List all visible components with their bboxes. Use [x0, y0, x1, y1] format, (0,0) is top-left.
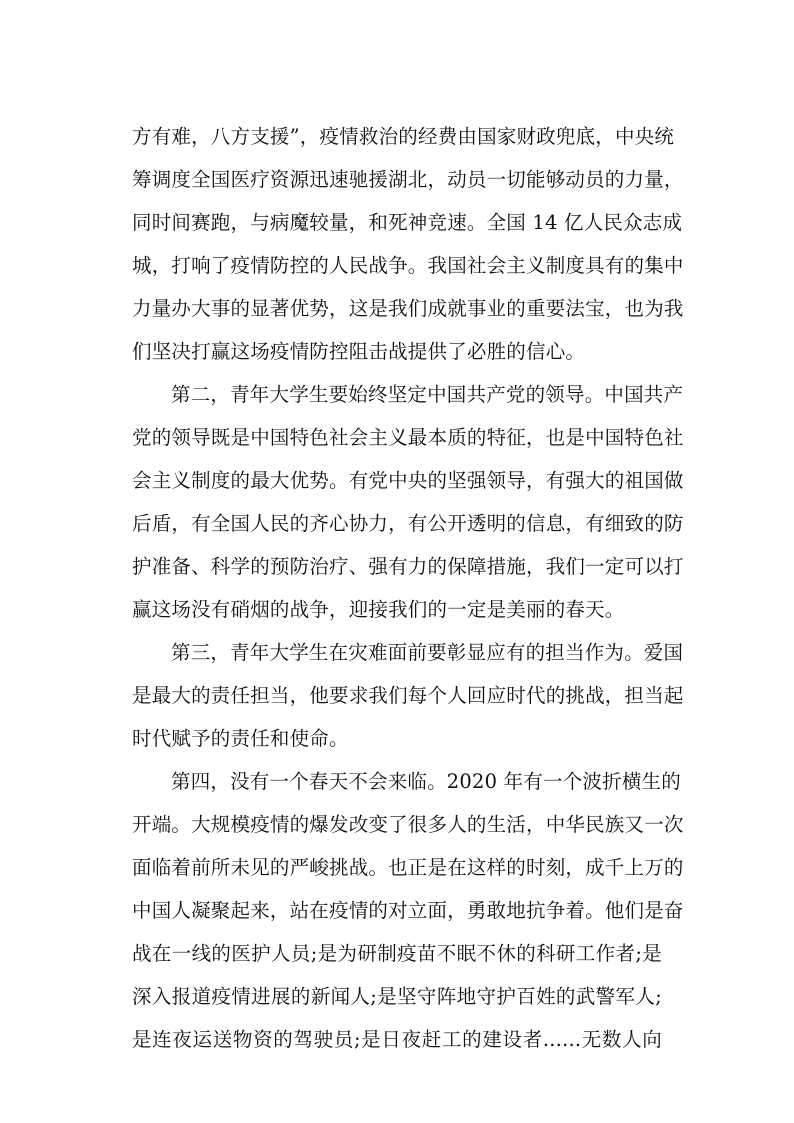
text-line: 是连夜运送物资的驾驶员;是日夜赶工的建设者......无数人向 [132, 1028, 662, 1051]
text-line: 护准备、科学的预防治疗、强有力的保障措施，我们一定可以打 [132, 555, 684, 578]
text-line: 力量办大事的显著优势，这是我们成就事业的重要法宝，也为我 [132, 297, 684, 320]
text-line: 第二，青年大学生要始终坚定中国共产党的领导。中国共产 [171, 383, 684, 406]
text-line: 是最大的责任担当，他要求我们每个人回应时代的挑战，担当起 [132, 684, 684, 707]
text-line: 后盾，有全国人民的齐心协力，有公开透明的信息，有细致的防 [132, 512, 684, 535]
text-line: 同时间赛跑，与病魔较量，和死神竞速。全国 14 亿人民众志成 [132, 211, 683, 234]
text-line: 深入报道疫情进展的新闻人;是坚守阵地守护百姓的武警军人; [132, 985, 662, 1008]
text-line: 开端。大规模疫情的爆发改变了很多人的生活，中华民族又一次 [132, 813, 684, 836]
text-line: 筹调度全国医疗资源迅速驰援湖北，动员一切能够动员的力量， [132, 168, 684, 191]
text-line: 面临着前所未见的严峻挑战。也正是在这样的时刻，成千上万的 [132, 856, 684, 879]
text-line: 方有难，八方支援”，疫情救治的经费由国家财政兜底，中央统 [132, 125, 675, 148]
text-line: 时代赋予的责任和使命。 [132, 727, 349, 750]
text-line: 城，打响了疫情防控的人民战争。我国社会主义制度具有的集中 [132, 254, 684, 277]
text-line: 会主义制度的最大优势。有党中央的坚强领导，有强大的祖国做 [132, 469, 684, 492]
text-line: 党的领导既是中国特色社会主义最本质的特征，也是中国特色社 [132, 426, 684, 449]
text-line: 赢这场没有硝烟的战争，迎接我们的一定是美丽的春天。 [132, 598, 625, 621]
text-line: 们坚决打赢这场疫情防控阻击战提供了必胜的信心。 [132, 340, 586, 363]
text-line: 第三，青年大学生在灾难面前要彰显应有的担当作为。爱国 [171, 641, 684, 664]
text-line: 战在一线的医护人员;是为研制疫苗不眠不休的科研工作者;是 [132, 942, 662, 965]
text-line: 中国人凝聚起来，站在疫情的对立面，勇敢地抗争着。他们是奋 [132, 899, 684, 922]
text-line: 第四，没有一个春天不会来临。2020 年有一个波折横生的 [171, 770, 681, 793]
